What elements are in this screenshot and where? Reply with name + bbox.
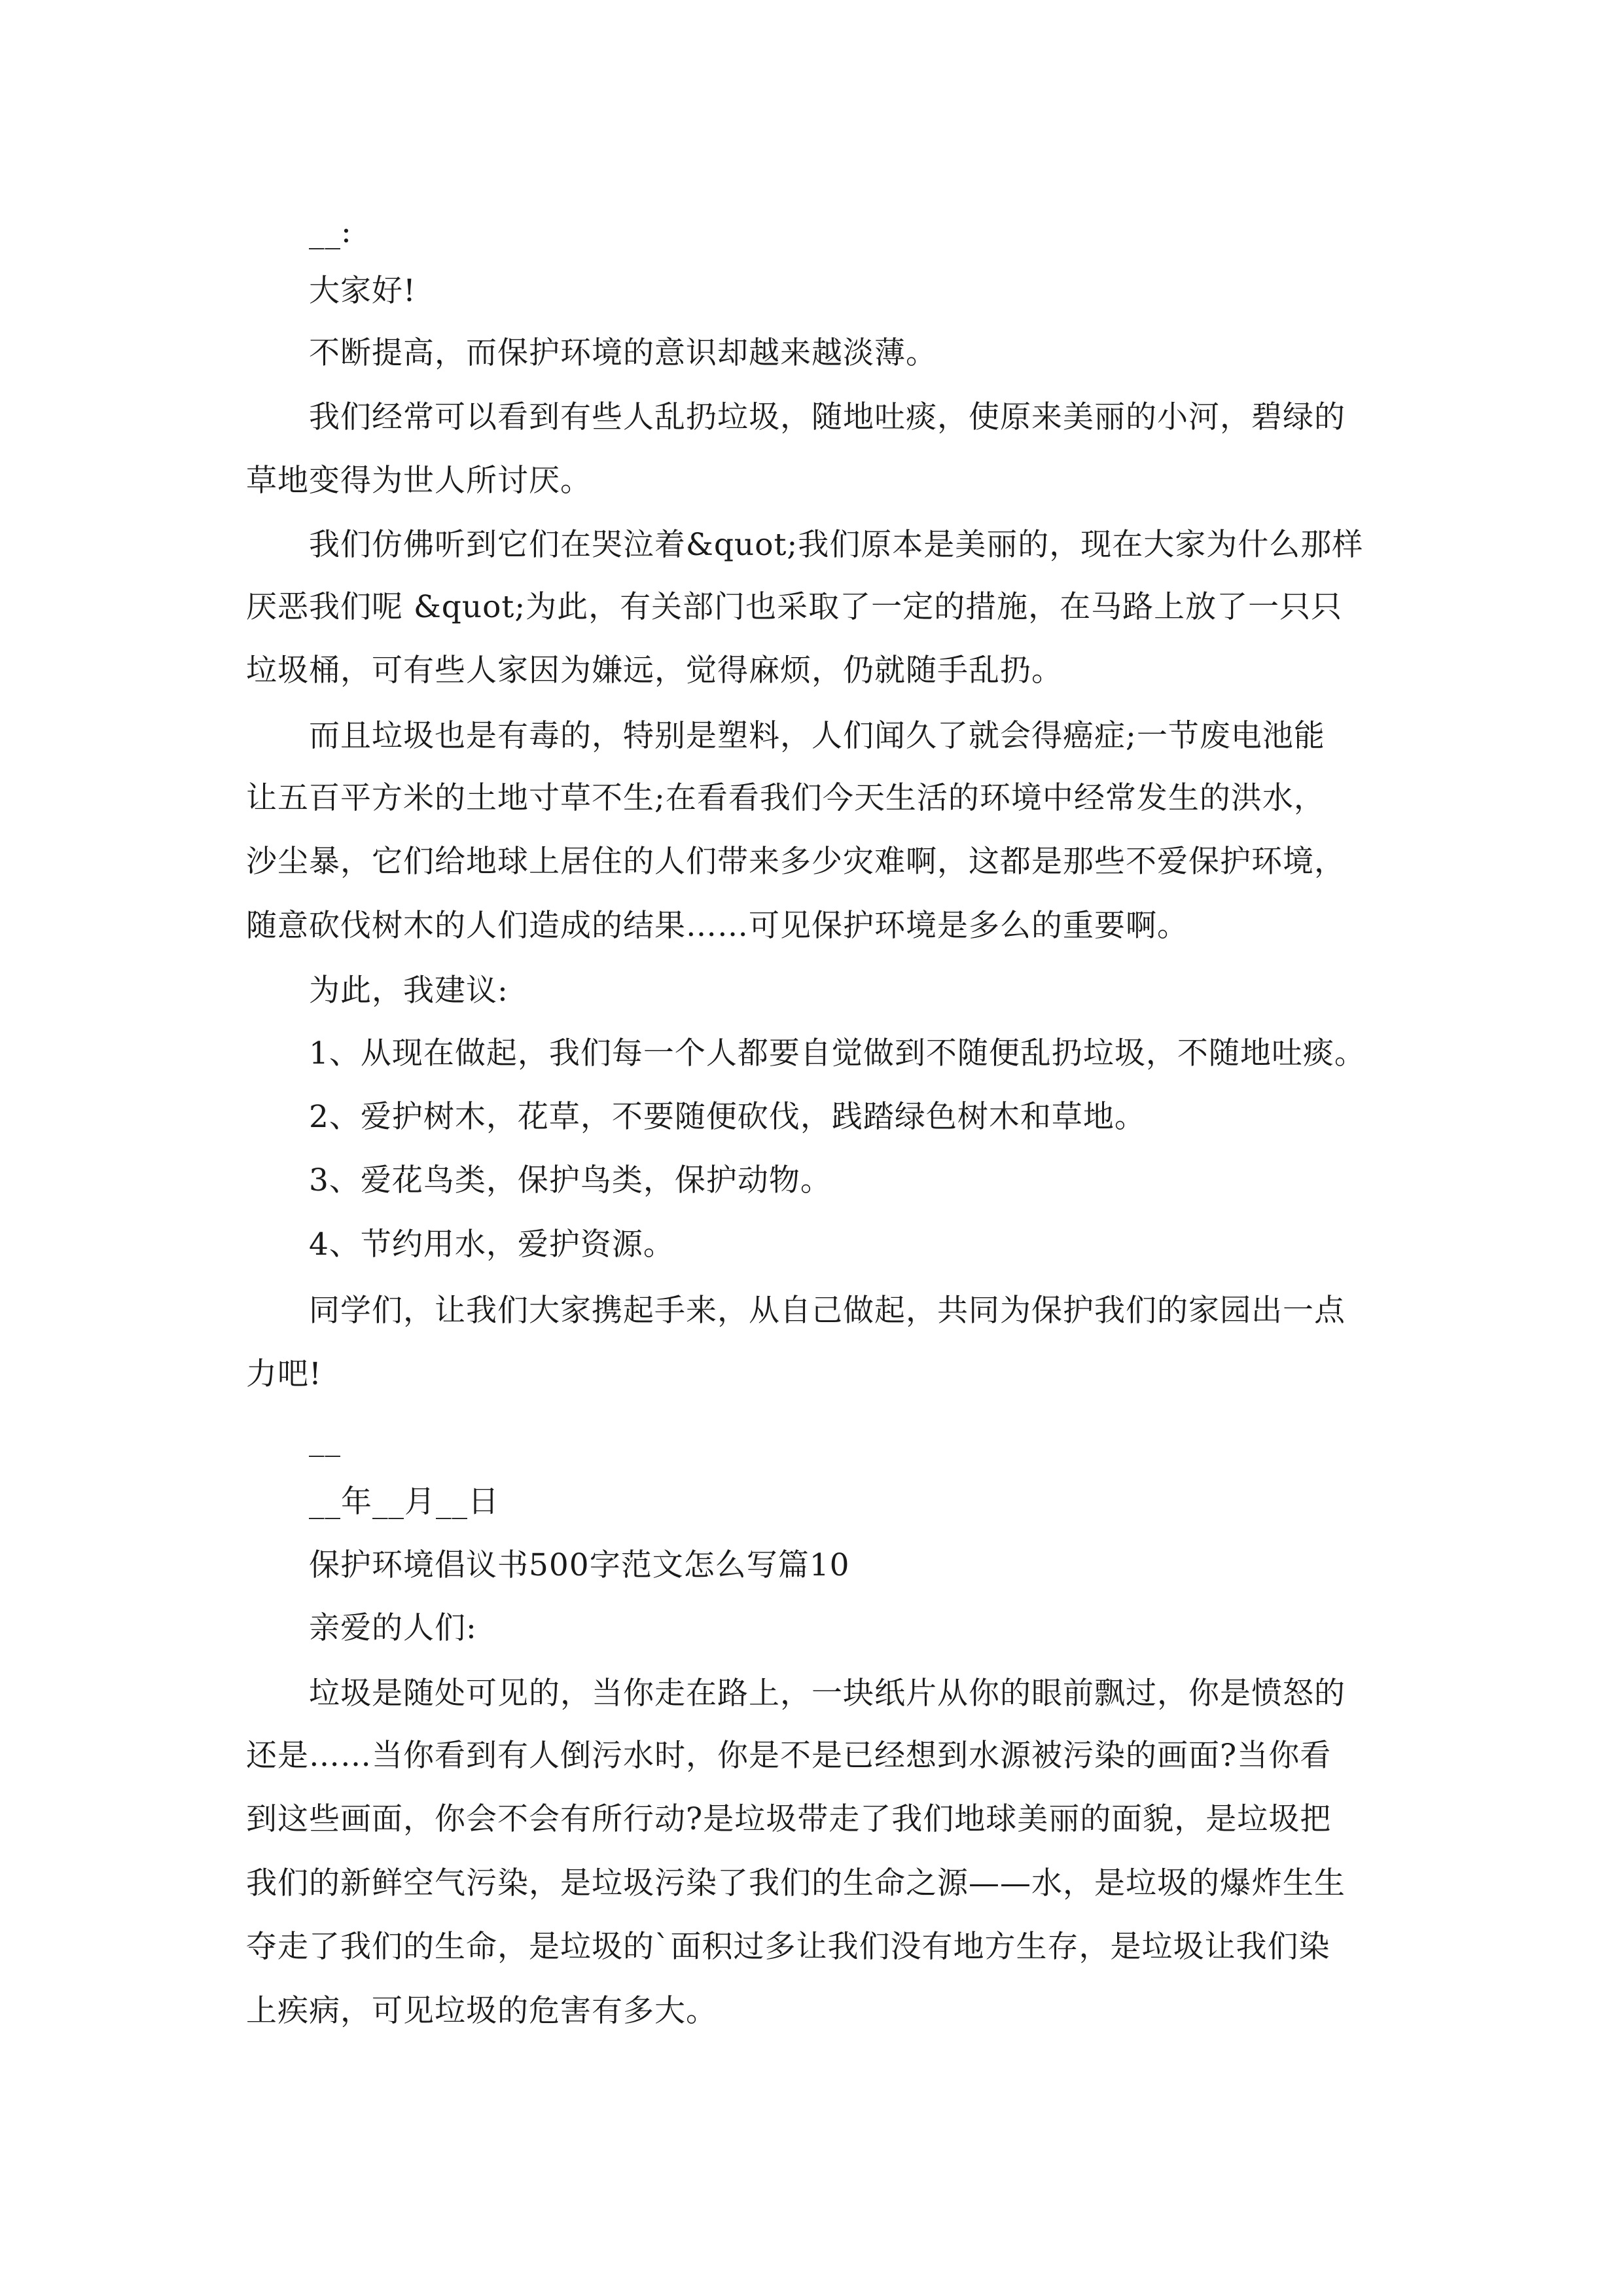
paragraph-5: 为此，我建议: [309, 973, 508, 1009]
list-item: 1、从现在做起，我们每一个人都要自觉做到不随便乱扔垃圾，不随地吐痰。 [309, 1035, 1366, 1071]
salutation-2: 亲爱的人们: [309, 1610, 477, 1646]
paragraph-4-line-4: 随意砍伐树木的人们造成的结果……可见保护环境是多么的重要啊。 [246, 908, 1188, 944]
list-item: 2、爱护树木，花草，不要随便砍伐，践踏绿色树木和草地。 [309, 1099, 1146, 1135]
paragraph-7-line-3: 到这些画面，你会不会有所行动?是垃圾带走了我们地球美丽的面貌，是垃圾把 [246, 1801, 1332, 1837]
paragraph-3-line-2: 厌恶我们呢 &quot;为此，有关部门也采取了一定的措施，在马路上放了一只只 [246, 589, 1343, 625]
paragraph-6-line-1: 同学们，让我们大家携起手来，从自己做起，共同为保护我们的家园出一点 [309, 1293, 1346, 1329]
paragraph-4-line-2: 让五百平方米的土地寸草不生;在看看我们今天生活的环境中经常发生的洪水， [246, 780, 1325, 816]
signature-line: __ [309, 1422, 341, 1458]
paragraph-6-line-2: 力吧! [246, 1356, 322, 1392]
paragraph-1: 不断提高，而保护环境的意识却越来越淡薄。 [309, 335, 937, 371]
paragraph-7-line-4: 我们的新鲜空气污染，是垃圾污染了我们的生命之源——水，是垃圾的爆炸生生 [246, 1865, 1346, 1901]
paragraph-7-line-1: 垃圾是随处可见的，当你走在路上，一块纸片从你的眼前飘过，你是愤怒的 [309, 1676, 1346, 1712]
addressee-line: __: [309, 214, 352, 250]
paragraph-7-line-2: 还是……当你看到有人倒污水时，你是不是已经想到水源被污染的画面?当你看 [246, 1738, 1332, 1774]
paragraph-2-line-1: 我们经常可以看到有些人乱扔垃圾，随地吐痰，使原来美丽的小河，碧绿的 [309, 399, 1346, 435]
paragraph-7-line-6: 上疾病，可见垃圾的危害有多大。 [246, 1993, 717, 2029]
paragraph-3-line-1: 我们仿佛听到它们在哭泣着&quot;我们原本是美丽的，现在大家为什么那样 [309, 527, 1364, 563]
paragraph-3-line-3: 垃圾桶，可有些人家因为嫌远，觉得麻烦，仍就随手乱扔。 [246, 653, 1063, 689]
salutation: 大家好! [309, 273, 416, 309]
date-line: __年__月__日 [309, 1484, 499, 1520]
paragraph-2-line-2: 草地变得为世人所讨厌。 [246, 463, 592, 499]
paragraph-4-line-1: 而且垃圾也是有毒的，特别是塑料，人们闻久了就会得癌症;一节废电池能 [309, 718, 1325, 754]
paragraph-7-line-5: 夺走了我们的生命，是垃圾的`面积过多让我们没有地方生存，是垃圾让我们染 [246, 1929, 1330, 1965]
section-title: 保护环境倡议书500字范文怎么写篇10 [309, 1547, 850, 1583]
list-item: 4、节约用水，爱护资源。 [309, 1227, 675, 1263]
list-item: 3、爱花鸟类，保护鸟类，保护动物。 [309, 1162, 832, 1198]
paragraph-4-line-3: 沙尘暴，它们给地球上居住的人们带来多少灾难啊，这都是那些不爱保护环境， [246, 844, 1346, 880]
